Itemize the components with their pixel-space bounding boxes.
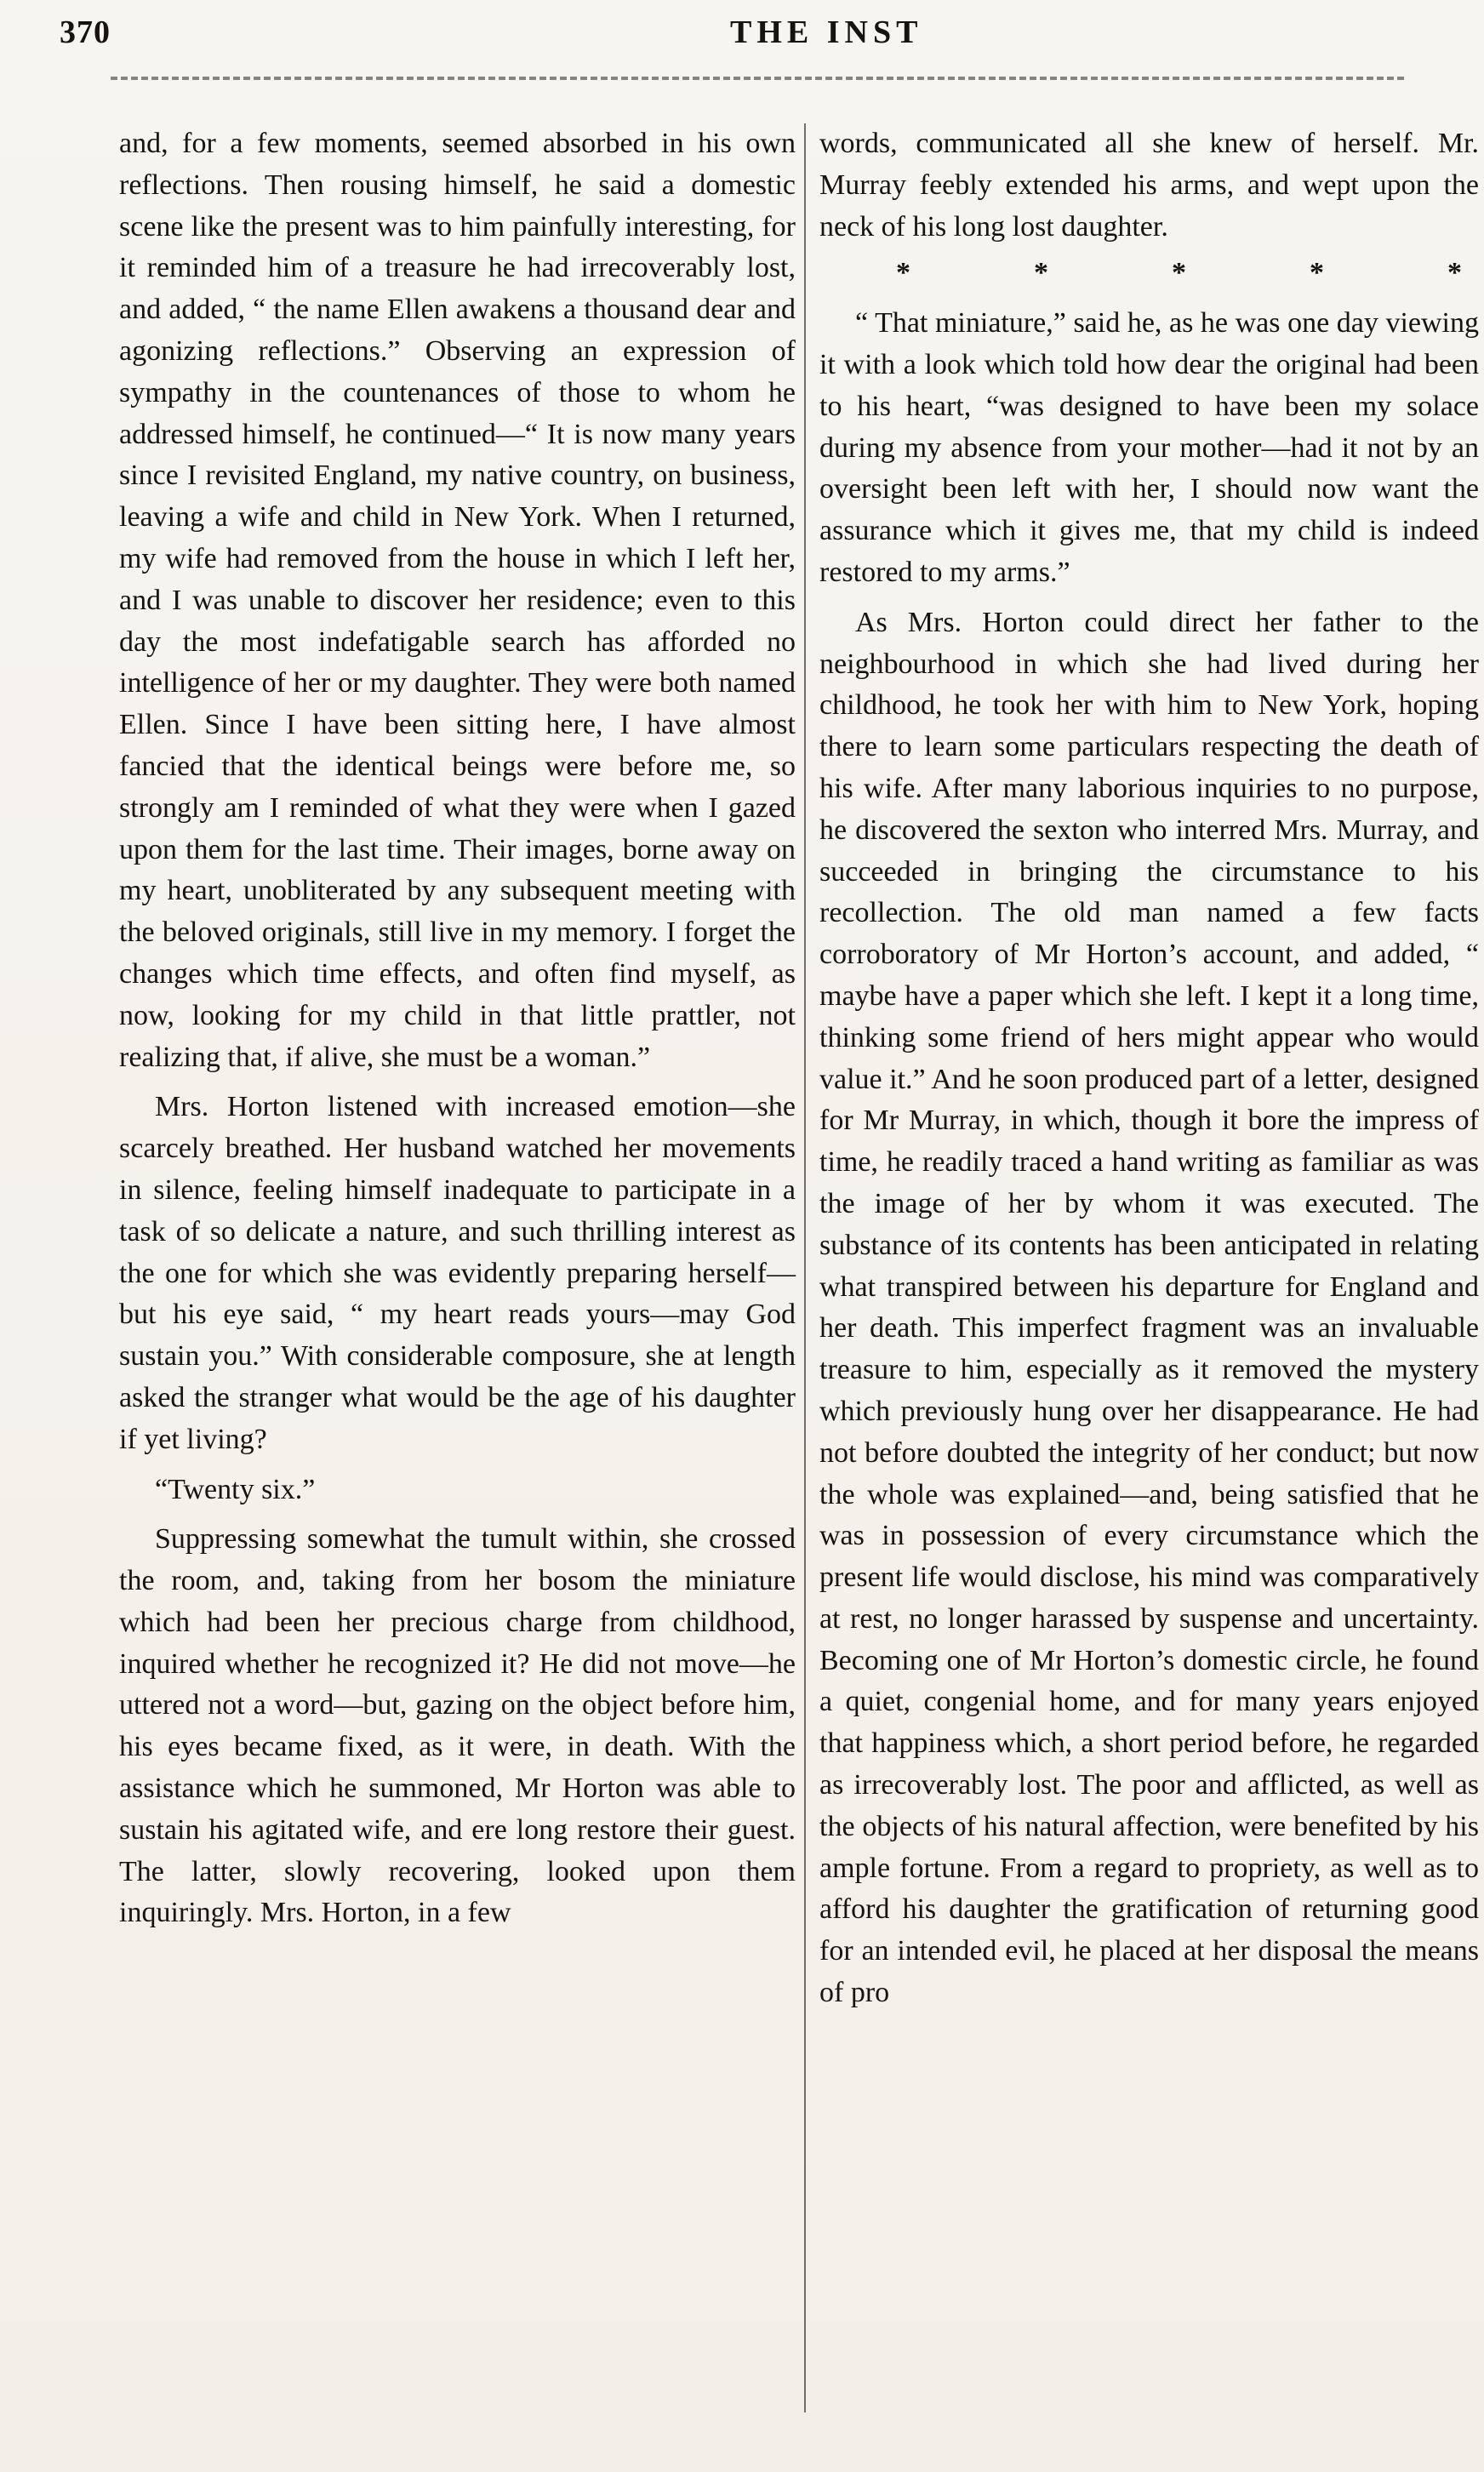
- header-rule: [111, 77, 1404, 80]
- running-head: [60, 7, 1421, 58]
- paragraph: words, communicated all she knew of herself. Mr. Murray feebly extended his arms, and wept upon the neck of his long lost daughter.: [819, 128, 1479, 243]
- asterisk: *: [1034, 257, 1048, 289]
- section-break-asterisks: [819, 253, 1479, 294]
- asterisk: *: [1447, 257, 1462, 289]
- right-column: [819, 123, 1479, 2014]
- page-number: 370: [60, 14, 111, 50]
- column-divider: [804, 123, 806, 2412]
- paragraph: As Mrs. Horton could direct her father to the neighbourhood in which she had lived during her childhood, he took her with him to New York, hoping there to learn some particulars respecting the death of his wife. After many laborious inquiries to no purpose, he discovered the sexton who interred Mrs. Murray, and succeeded in bringing the circumstance to his recollection. The old man named a few facts corroboratory of Mr Horton’s account, and added, “ maybe have a paper which she left. I kept it a long time, thinking some friend of hers might appear who would value it.” And he soon produced part of a letter, designed for Mr Murray, in which, though it bore the impress of time, he readily traced a hand writing as familiar as was the image of her by whom it was executed. The substance of its contents has been anticipated in relating what transpired between his departure for England and her death. This imperfect fragment was an invaluable treasure to him, especially as it removed the mystery which previously hung over her disappearance. He had not before doubted the integrity of her conduct; but now the whole was explained—and, being satisfied that he was in possession of every circumstance which the present life would disclose, his mind was comparatively at rest, no longer harassed by suspense and uncertainty. Becoming one of Mr Horton’s domestic circle, he found a quiet, congenial home, and for many years enjoyed that happiness which, a short period before, he regarded as irrecoverably lost. The poor and afflicted, as well as the objects of his natural affection, were benefited by his ample fortune. From a regard to propriety, as well as to afford his daughter the gratification of returning good for an intended evil, he placed at her disposal the means of pro: [819, 606, 1479, 2009]
- asterisk: *: [1172, 257, 1186, 289]
- paragraph: and, for a few moments, seemed absorbed in his own reflections. Then rousing himself, he said a domestic scene like the present was to him painfully interesting, for it reminded him of a treasure he had irrecoverably lost, and added, “ the name Ellen awakens a thousand dear and agonizing reflections.” Observing an expression of sympathy in the countenances of those to whom he addressed himself, he continued—“ It is now many years since I revisited England, my native country, on business, leaving a wife and child in New York. When I returned, my wife had removed from the house in which I left her, and I was unable to discover her residence; even to this day the most indefatigable search has afforded no intelligence of her or my daughter. They were both named Ellen. Since I have been sitting here, I have almost fancied that the identical beings were before me, so strongly am I reminded of what they were when I gazed upon them for the last time. Their images, borne away on my heart, unobliterated by any subsequent meeting with the beloved originals, still live in my memory. I forget the changes which time effects, and often find myself, as now, looking for my child in that little prattler, not realizing that, if alive, she must be a woman.”: [119, 128, 796, 1073]
- paragraph: “Twenty six.”: [155, 1473, 316, 1505]
- journal-title: THE INST: [730, 14, 923, 50]
- paragraph: Mrs. Horton listened with increased emotion—she scarcely breathed. Her husband watched her movements in silence, feeling himself inadequate to participate in a task of so delicate a nature, and such thrilling interest as the one for which she was evidently preparing herself—but his eye said, “ my heart reads yours—may God sustain you.” With considerable composure, she at length asked the stranger what would be the age of his daughter if yet living?: [119, 1091, 796, 1455]
- left-column: [119, 123, 796, 1934]
- asterisk: *: [896, 257, 910, 289]
- paragraph: “ That miniature,” said he, as he was one day viewing it with a look which told how dear the original had been to his heart, “was designed to have been my solace during my absence from your mother—had it not by an oversight been left with her, I should now want the assurance which it gives me, that my child is indeed restored to my arms.”: [819, 307, 1479, 588]
- paragraph: Suppressing somewhat the tumult within, she crossed the room, and, taking from her bosom the miniature which had been her precious charge from childhood, inquired whether he recognized it? He did not move—he uttered not a word—but, gazing on the object before him, his eyes became fixed, as it were, in death. With the assistance which he summoned, Mr Horton was able to sustain his agitated wife, and ere long restore their guest. The latter, slowly recovering, looked upon them inquiringly. Mrs. Horton, in a few: [119, 1523, 796, 1929]
- asterisk: *: [1310, 257, 1324, 289]
